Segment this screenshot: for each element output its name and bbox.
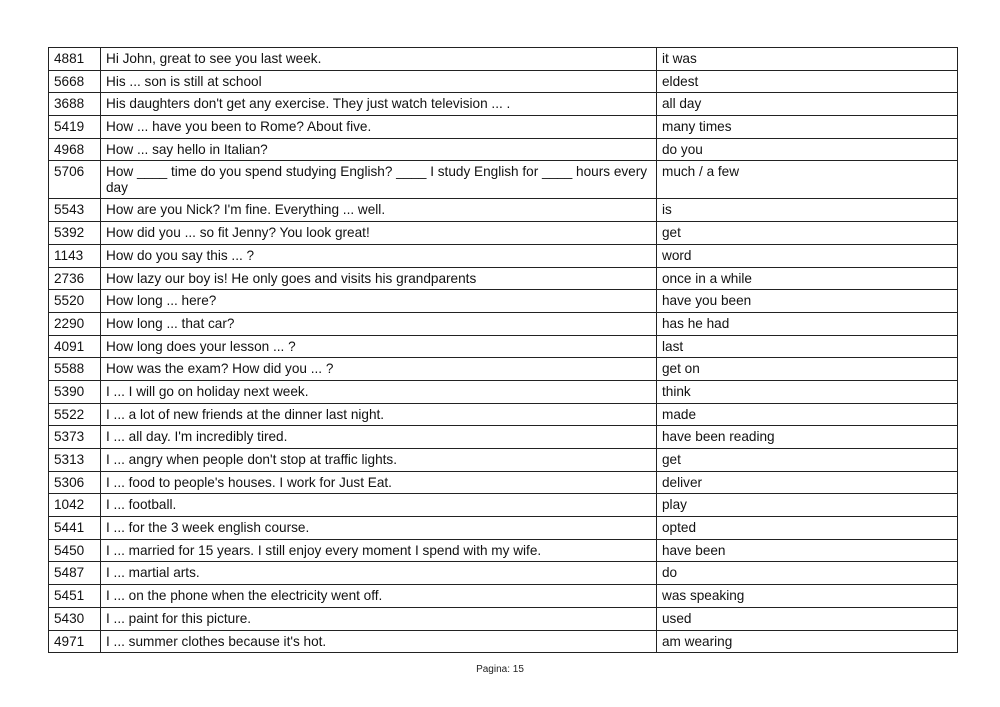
table-row: [49, 358, 958, 381]
row-question: I ... for the 3 week english course.: [101, 517, 657, 540]
row-answer: am wearing: [657, 630, 958, 653]
row-id: 4091: [49, 335, 101, 358]
table-row: [49, 449, 958, 472]
row-question: I ... on the phone when the electricity went off.: [101, 585, 657, 608]
row-answer: much / a few: [657, 161, 958, 199]
table-row: [49, 93, 958, 116]
row-question: How are you Nick? I'm fine. Everything ... well.: [101, 199, 657, 222]
table-row: [49, 403, 958, 426]
row-id: 5706: [49, 161, 101, 199]
row-question: How long ... that car?: [101, 312, 657, 335]
row-question: I ... summer clothes because it's hot.: [101, 630, 657, 653]
row-id: 5390: [49, 380, 101, 403]
row-question: I ... I will go on holiday next week.: [101, 380, 657, 403]
table-row: [49, 471, 958, 494]
row-id: 5430: [49, 607, 101, 630]
row-question: I ... a lot of new friends at the dinner last night.: [101, 403, 657, 426]
table-row: [49, 138, 958, 161]
table-row: [49, 562, 958, 585]
row-answer: do you: [657, 138, 958, 161]
row-answer: have been: [657, 539, 958, 562]
row-id: 3688: [49, 93, 101, 116]
row-question: I ... paint for this picture.: [101, 607, 657, 630]
row-question: How ... say hello in Italian?: [101, 138, 657, 161]
row-answer: think: [657, 380, 958, 403]
row-id: 5306: [49, 471, 101, 494]
row-id: 5392: [49, 222, 101, 245]
row-answer: word: [657, 244, 958, 267]
table-row: [49, 585, 958, 608]
row-question: I ... martial arts.: [101, 562, 657, 585]
row-id: 1143: [49, 244, 101, 267]
table-row: [49, 290, 958, 313]
question-answer-table: [48, 47, 958, 653]
table-row: [49, 607, 958, 630]
row-answer: has he had: [657, 312, 958, 335]
row-answer: get: [657, 222, 958, 245]
row-question: I ... food to people's houses. I work for Just Eat.: [101, 471, 657, 494]
row-question: How did you ... so fit Jenny? You look great!: [101, 222, 657, 245]
row-id: 5522: [49, 403, 101, 426]
row-answer: opted: [657, 517, 958, 540]
row-question: How lazy our boy is! He only goes and visits his grandparents: [101, 267, 657, 290]
row-answer: was speaking: [657, 585, 958, 608]
row-answer: play: [657, 494, 958, 517]
table-row: [49, 517, 958, 540]
row-question: How ____ time do you spend studying English? ____ I study English for ____ hours every day: [101, 161, 657, 199]
row-id: 1042: [49, 494, 101, 517]
row-id: 5313: [49, 449, 101, 472]
row-id: 5588: [49, 358, 101, 381]
row-id: 5487: [49, 562, 101, 585]
table-row: [49, 426, 958, 449]
row-answer: do: [657, 562, 958, 585]
row-id: 4968: [49, 138, 101, 161]
row-id: 5441: [49, 517, 101, 540]
row-answer: all day: [657, 93, 958, 116]
table-row: [49, 335, 958, 358]
row-answer: deliver: [657, 471, 958, 494]
row-answer: used: [657, 607, 958, 630]
row-answer: eldest: [657, 70, 958, 93]
row-id: 5520: [49, 290, 101, 313]
table-row: [49, 222, 958, 245]
table-row: [49, 267, 958, 290]
row-id: 5543: [49, 199, 101, 222]
row-id: 4971: [49, 630, 101, 653]
row-question: His daughters don't get any exercise. They just watch television ... .: [101, 93, 657, 116]
page-number: Pagina: 15: [476, 664, 524, 675]
row-answer: many times: [657, 116, 958, 139]
row-id: 4881: [49, 48, 101, 71]
row-answer: have been reading: [657, 426, 958, 449]
row-id: 5668: [49, 70, 101, 93]
row-question: How long does your lesson ... ?: [101, 335, 657, 358]
row-question: How long ... here?: [101, 290, 657, 313]
row-id: 5373: [49, 426, 101, 449]
row-question: His ... son is still at school: [101, 70, 657, 93]
table-row: [49, 312, 958, 335]
table-row: [49, 494, 958, 517]
row-id: 5451: [49, 585, 101, 608]
table-row: [49, 539, 958, 562]
row-question: How do you say this ... ?: [101, 244, 657, 267]
table-row: [49, 244, 958, 267]
row-answer: once in a while: [657, 267, 958, 290]
table-row: [49, 70, 958, 93]
row-id: 5450: [49, 539, 101, 562]
row-question: I ... angry when people don't stop at traffic lights.: [101, 449, 657, 472]
table-row: [49, 630, 958, 653]
row-answer: get on: [657, 358, 958, 381]
row-id: 5419: [49, 116, 101, 139]
row-question: How ... have you been to Rome? About five.: [101, 116, 657, 139]
table-row: [49, 199, 958, 222]
table-body: [49, 48, 958, 653]
table-row: [49, 161, 958, 199]
row-question: Hi John, great to see you last week.: [101, 48, 657, 71]
row-question: I ... all day. I'm incredibly tired.: [101, 426, 657, 449]
row-answer: it was: [657, 48, 958, 71]
row-answer: have you been: [657, 290, 958, 313]
row-answer: made: [657, 403, 958, 426]
row-answer: get: [657, 449, 958, 472]
row-id: 2736: [49, 267, 101, 290]
table-row: [49, 380, 958, 403]
table-row: [49, 116, 958, 139]
row-answer: is: [657, 199, 958, 222]
row-question: I ... married for 15 years. I still enjoy every moment I spend with my wife.: [101, 539, 657, 562]
row-question: How was the exam? How did you ... ?: [101, 358, 657, 381]
row-answer: last: [657, 335, 958, 358]
row-id: 2290: [49, 312, 101, 335]
table-row: [49, 48, 958, 71]
row-question: I ... football.: [101, 494, 657, 517]
